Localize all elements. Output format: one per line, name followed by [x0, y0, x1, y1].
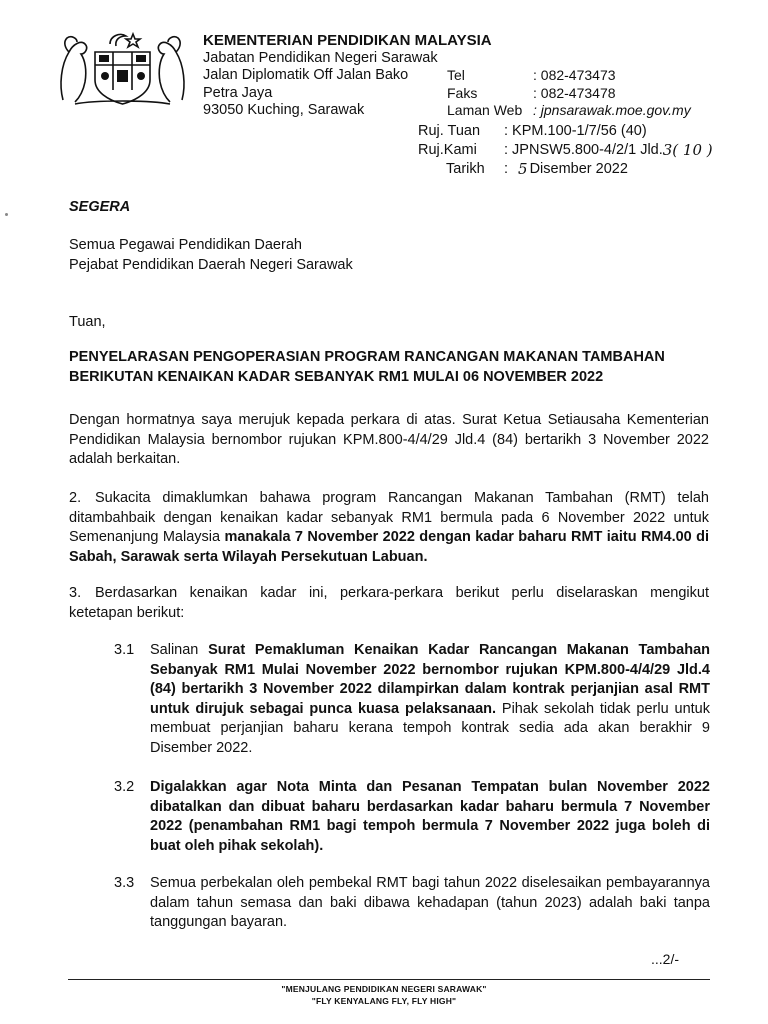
paragraph-text: Berdasarkan kenaikan kadar ini, perkara-perkara berikut perlu diselaraskan mengikut ketetapan berikut:: [69, 585, 709, 621]
subject-heading: [69, 348, 709, 387]
item-tail-text: Pihak sekolah tidak perlu untuk membuat perjanjian baharu kerana tempoh kontrak sedia ada akan berakhir 9 Disember 2022.: [150, 700, 710, 756]
paragraph-1: Dengan hormatnya saya merujuk kepada perkara di atas. Surat Ketua Setiausaha Kementerian Pendidikan Malaysia bernombor rujukan KPM.800-4/4/29 Jld.4 (84) bertarikh 3 November 2022 adalah berkaitan.: [69, 412, 709, 467]
ministry-name: KEMENTERIAN PENDIDIKAN MALAYSIA: [203, 32, 492, 49]
ref-value: : KPM.100-1/7/56 (40): [504, 123, 647, 139]
ref-label: Ruj. Tuan: [418, 123, 481, 139]
ref-label: Ruj.Kami: [418, 142, 477, 158]
item-3-3: [114, 874, 710, 933]
paragraph-number: 3.: [69, 585, 82, 601]
subject-line: PENYELARASAN PENGOPERASIAN PROGRAM RANCANGAN MAKANAN TAMBAHAN: [69, 349, 665, 365]
recipient-line: Pejabat Pendidikan Daerah Negeri Sarawak: [69, 256, 353, 273]
footer-slogan: "FLY KENYALANG FLY, FLY HIGH": [311, 996, 457, 1006]
address-line: Petra Jaya: [203, 84, 273, 101]
recipient-line: Semua Pegawai Pendidikan Daerah: [69, 237, 302, 253]
item-bold-text: Surat Pemakluman Kenaikan Kadar Rancangan Makanan Tambahan Sebanyak RM1 Mulai November 2022 bernombor rujukan KPM.800-4/4/29 Jld.4 (84) bertarikh 3 November 2022 dilampirkan dalam kontrak perjanjian asal RMT untuk dirujuk sebagai punca kuasa pelaksanaan.: [150, 642, 710, 717]
item-3-1: [114, 641, 710, 758]
salutation: Tuan,: [69, 314, 106, 330]
date-label: Tarikh: [446, 161, 485, 177]
footer-divider: [68, 979, 710, 980]
paragraph-3: [69, 584, 709, 623]
contact-value: : 082-473478: [533, 84, 616, 101]
address-line: Jabatan Pendidikan Negeri Sarawak: [203, 49, 438, 66]
contact-tel: [447, 67, 691, 85]
ref-value: : JPNSW5.800-4/2/1 Jld.: [504, 142, 663, 158]
item-number: 3.1: [114, 642, 135, 658]
reference-block: [418, 122, 713, 179]
footer-motto: "MENJULANG PENDIDIKAN NEGERI SARAWAK": [281, 984, 487, 994]
contact-label: Tel: [447, 67, 465, 83]
handwritten-day: 5: [518, 160, 528, 178]
contact-web: [447, 102, 691, 120]
coat-of-arms-icon: [55, 30, 190, 108]
item-lead-text: Salinan: [150, 642, 209, 658]
paragraph-number: 2.: [69, 490, 82, 506]
tarikh: [418, 160, 713, 179]
continuation-marker: ...2/-: [651, 951, 680, 967]
contact-label: Laman Web: [447, 102, 523, 118]
date-separator: :: [504, 161, 509, 177]
contact-value: : 082-473473: [533, 67, 616, 83]
date-value: Disember 2022: [529, 161, 628, 177]
ruj-kami: [418, 141, 713, 160]
recipient-block: [69, 236, 709, 275]
ruj-tuan: [418, 122, 713, 141]
scan-mark: [5, 213, 8, 216]
subject-line: BERIKUTAN KENAIKAN KADAR SEBANYAK RM1 MULAI 06 NOVEMBER 2022: [69, 368, 604, 385]
address-line: 93050 Kuching, Sarawak: [203, 102, 365, 118]
item-body: Semua perbekalan oleh pembekal RMT bagi tahun 2022 diselesaikan pembayarannya dalam tahun semasa dan baki dibawa kehadapan (tahun 2023) adalah baki tanpa tanggungan bayaran.: [150, 875, 710, 930]
item-body: [150, 641, 710, 758]
handwritten-ref-number: 3( 10 ): [662, 141, 713, 159]
paragraph-bold-text: manakala 7 November 2022 dengan kadar baharu RMT iaitu RM4.00 di Sabah, Sarawak serta Wilayah Persekutuan Labuan.: [69, 529, 709, 565]
contact-block: [447, 67, 691, 120]
item-number: 3.3: [114, 875, 135, 891]
contact-fax: [447, 85, 691, 103]
paragraph-2: [69, 489, 709, 567]
item-3-2: [114, 778, 710, 856]
contact-label: Faks: [447, 84, 478, 101]
website-link[interactable]: : jpnsarawak.moe.gov.my: [533, 102, 691, 118]
urgency-label: SEGERA: [69, 199, 131, 215]
item-bold-text: Digalakkan agar Nota Minta dan Pesanan Tempatan bulan November 2022 dibatalkan dan dibuat baharu berdasarkan kadar baharu bermula 7 November 2022 (penambahan RM1 bagi tempoh bermula 7 November 2022 juga boleh di buat oleh pihak sekolah).: [150, 779, 710, 854]
paragraph-text: Sukacita dimaklumkan bahawa program Rancangan Makanan Tambahan (RMT) telah ditambahbaik dengan kenaikan kadar sebanyak RM1 bermula pada 6 November 2022 untuk Semenanjung Malaysia: [69, 490, 709, 545]
address-line: Jalan Diplomatik Off Jalan Bako: [203, 67, 409, 83]
item-number: 3.2: [114, 779, 135, 795]
item-body: [150, 778, 710, 856]
